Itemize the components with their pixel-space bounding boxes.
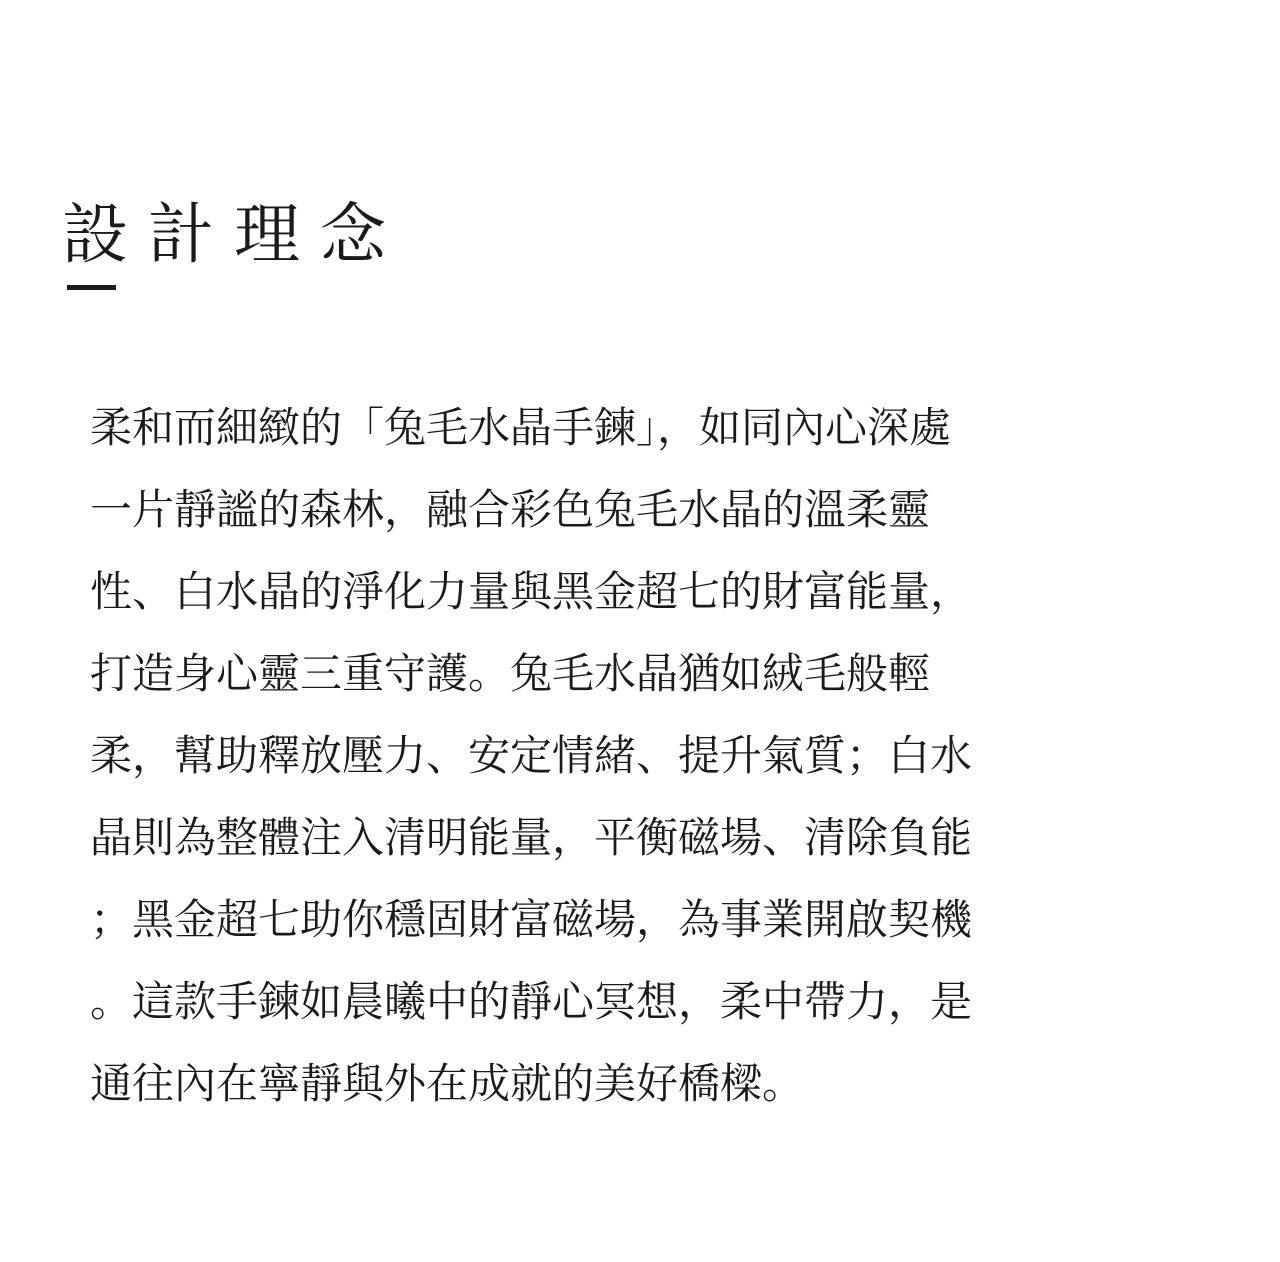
paragraph-line: 性、白水晶的淨化力量與黑金超七的財富能量， <box>90 567 973 616</box>
paragraph-line: ；黑金超七助你穩固財富磁場，為事業開啟契機 <box>90 895 973 944</box>
paragraph-line: 晶則為整體注入清明能量，平衡磁場、清除負能 <box>90 813 973 862</box>
paragraph-line: 打造身心靈三重守護。兔毛水晶猶如絨毛般輕 <box>90 649 931 698</box>
title-underline-divider <box>67 285 116 290</box>
paragraph-line: 柔，幫助釋放壓力、安定情緒、提升氣質；白水 <box>90 731 973 780</box>
section-title: 設計理念 <box>62 196 406 274</box>
paragraph-line: 柔和而細緻的「兔毛水晶手鍊」，如同內心深處 <box>90 403 952 452</box>
paragraph-line: 。這款手鍊如晨曦中的靜心冥想，柔中帶力，是 <box>90 977 973 1026</box>
paragraph-line: 一片靜謐的森林，融合彩色兔毛水晶的溫柔靈 <box>90 485 931 534</box>
paragraph-line: 通往內在寧靜與外在成就的美好橋樑。 <box>90 1059 805 1108</box>
design-concept-paragraph <box>90 398 1170 1136</box>
